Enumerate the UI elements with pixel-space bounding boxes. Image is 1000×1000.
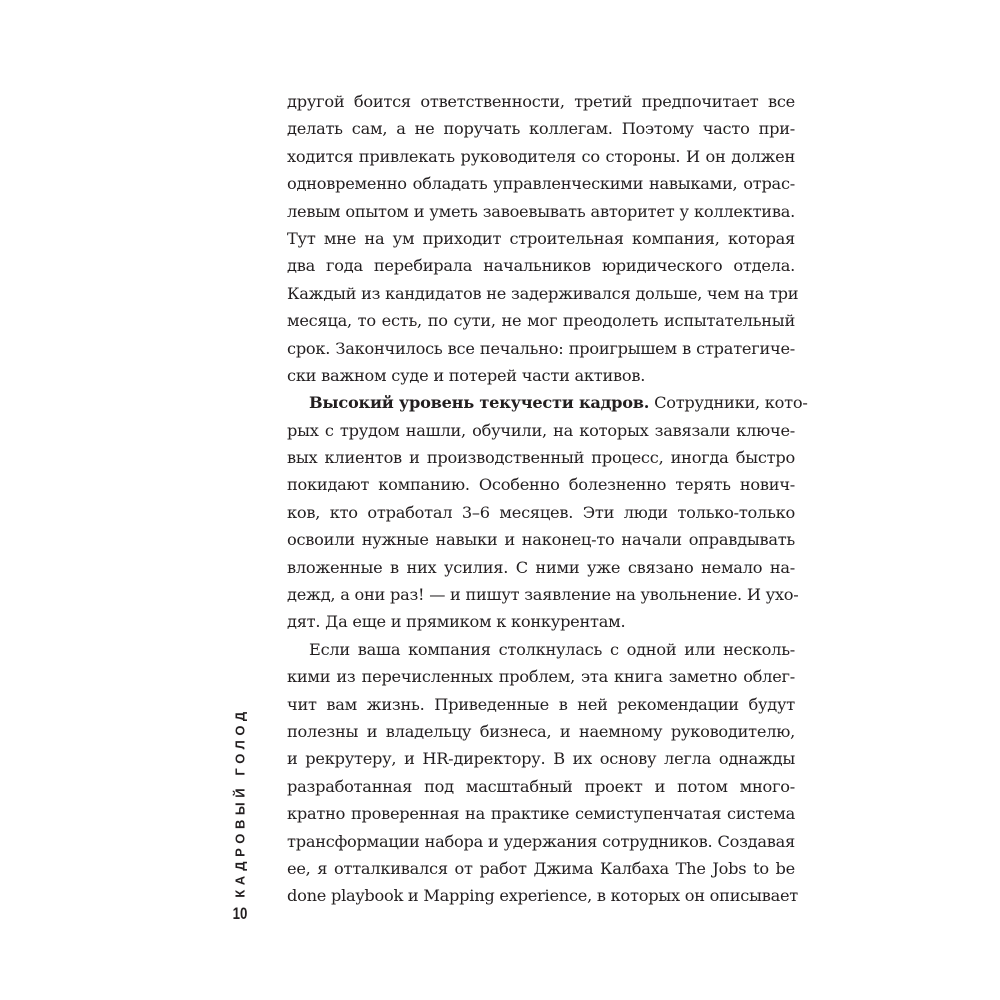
- text-line: вложенные в них усилия. С ними уже связано немало на-: [287, 557, 795, 577]
- text-line: трансформации набора и удержания сотрудников. Создавая: [287, 831, 795, 851]
- text-line: и рекрутеру, и HR-директору. В их основу легла однажды: [287, 749, 795, 769]
- text-line: освоили нужные навыки и наконец-то начали оправдывать: [287, 530, 795, 550]
- text-line: одновременно обладать управленческими навыками, отрас-: [287, 174, 795, 194]
- paragraph-heading-line: [287, 389, 808, 416]
- text-line: Если ваша компания столкнулась с одной или несколь-: [309, 639, 795, 659]
- text-line: дят. Да еще и прямиком к конкурентам.: [287, 612, 626, 632]
- text-line: делать сам, а не поручать коллегам. Поэтому часто при-: [287, 119, 795, 139]
- text-line: дежд, а они раз! — и пишут заявление на увольнение. И ухо-: [287, 585, 799, 605]
- text-line: покидают компанию. Особенно болезненно терять нович-: [287, 475, 795, 495]
- text-line: чит вам жизнь. Приведенные в ней рекомендации будут: [287, 694, 795, 714]
- text-line: левым опытом и уметь завоевывать авторитет у коллектива.: [287, 201, 795, 221]
- text-line: месяца, то есть, по сути, не мог преодолеть испытательный: [287, 311, 795, 331]
- text-line: ков, кто отработал 3–6 месяцев. Эти люди только-только: [287, 502, 795, 522]
- inline-heading: Высокий уровень текучести кадров.: [309, 393, 650, 413]
- text-line: кратно проверенная на практике семиступенчатая система: [287, 804, 795, 824]
- text-line: кими из перечисленных проблем, эта книга заметно облег-: [287, 667, 795, 687]
- running-head-title: КАДРОВЫЙ ГОЛОД: [232, 706, 248, 898]
- text-line: срок. Закончилось все печально: проигрышем в стратегиче-: [287, 338, 795, 358]
- text-line: разработанная под масштабный проект и потом много-: [287, 776, 795, 796]
- text-line: вых клиентов и производственный процесс, иногда быстро: [287, 448, 795, 468]
- page-number: 10: [232, 904, 248, 923]
- text-line: ее, я отталкивался от работ Джима Калбаха The Jobs to be: [287, 858, 795, 878]
- text-line: рых с трудом нашли, обучили, на которых завязали ключе-: [287, 420, 795, 440]
- text-line: Тут мне на ум приходит строительная компания, которая: [287, 228, 795, 248]
- text-line: другой боится ответственности, третий предпочитает все: [287, 92, 795, 111]
- text-line: ски важном суде и потерей части активов.: [287, 365, 646, 385]
- text-line: done playbook и Mapping experience, в которых он описывает: [287, 886, 799, 906]
- body-text: [287, 88, 808, 910]
- text-line: ходится привлекать руководителя со стороны. И он должен: [287, 146, 795, 166]
- heading-continuation: Сотрудники, кото-: [649, 393, 808, 413]
- text-line: полезны и владельцу бизнеса, и наемному руководителю,: [287, 721, 795, 741]
- text-line: два года перебирала начальников юридического отдела.: [287, 256, 795, 276]
- running-head: [228, 706, 252, 898]
- text-line: Каждый из кандидатов не задерживался дольше, чем на три: [287, 283, 799, 303]
